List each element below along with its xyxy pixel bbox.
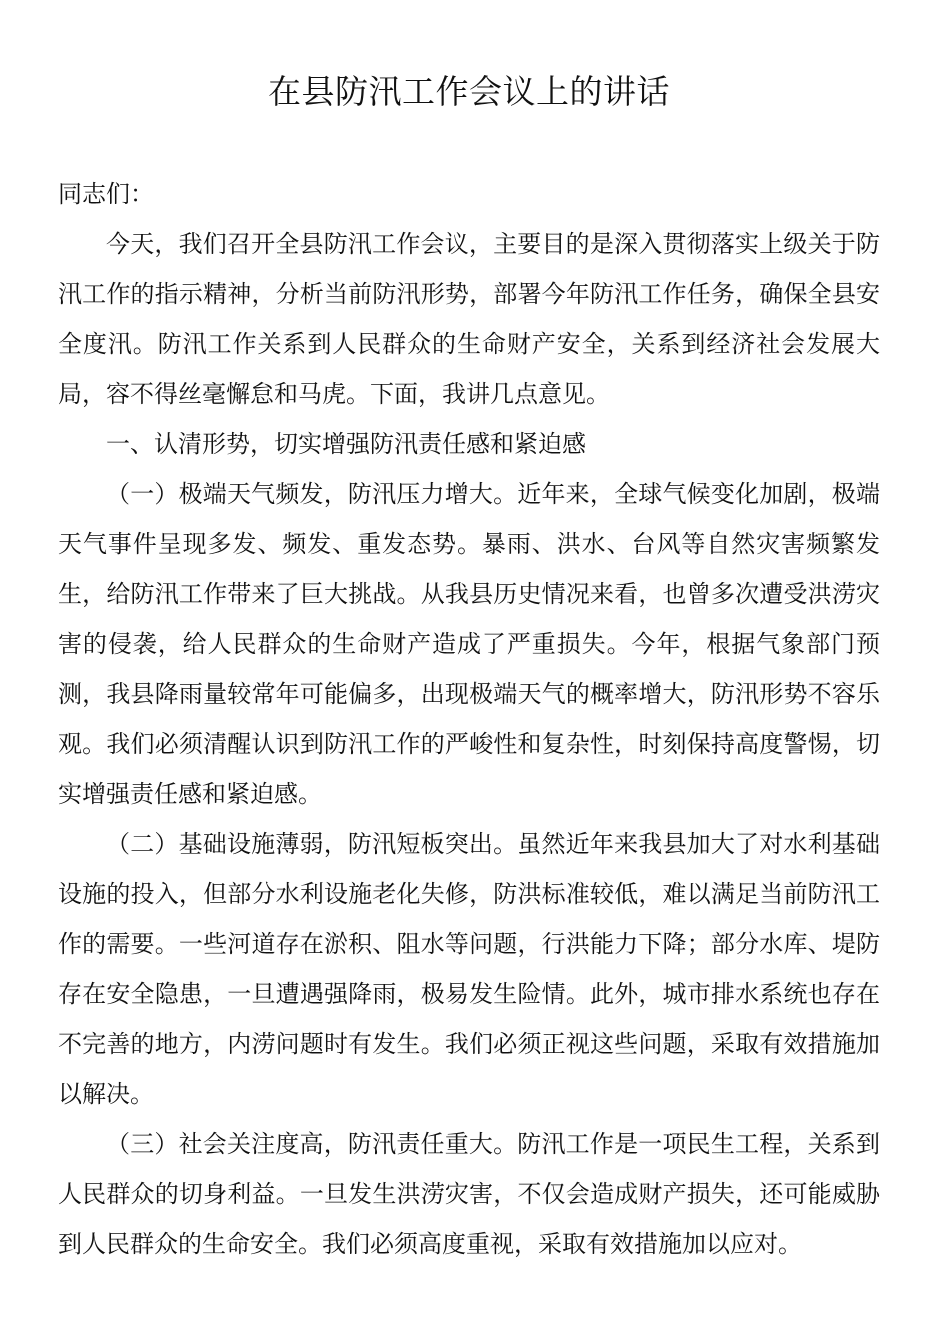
paragraph-intro: 今天，我们召开全县防汛工作会议，主要目的是深入贯彻落实上级关于防汛工作的指示精神，分析当前防汛形势，部署今年防汛工作任务，确保全县安全度汛。防汛工作关系到人民群众的生命财产安全，关系到经济社会发展大局，容不得丝毫懈怠和马虎。下面，我讲几点意见。 [58, 230, 880, 408]
document-title: 在县防汛工作会议上的讲话 [268, 72, 670, 111]
document-body [58, 169, 880, 1269]
paragraph-point-1: （一）极端天气频发，防汛压力增大。近年来，全球气候变化加剧，极端天气事件呈现多发、频发、重发态势。暴雨、洪水、台风等自然灾害频繁发生，给防汛工作带来了巨大挑战。从我县历史情况来看，也曾多次遭受洪涝灾害的侵袭，给人民群众的生命财产造成了严重损失。今年，根据气象部门预测，我县降雨量较常年可能偏多，出现极端天气的概率增大，防汛形势不容乐观。我们必须清醒认识到防汛工作的严峻性和复杂性，时刻保持高度警惕，切实增强责任感和紧迫感。 [58, 480, 880, 808]
salutation: 同志们： [58, 180, 154, 208]
paragraph-point-3: （三）社会关注度高，防汛责任重大。防汛工作是一项民生工程，关系到人民群众的切身利益。一旦发生洪涝灾害，不仅会造成财产损失，还可能威胁到人民群众的生命安全。我们必须高度重视，采取有效措施加以应对。 [58, 1130, 880, 1258]
paragraph-point-2: （二）基础设施薄弱，防汛短板突出。虽然近年来我县加大了对水利基础设施的投入，但部分水利设施老化失修，防洪标准较低，难以满足当前防汛工作的需要。一些河道存在淤积、阻水等问题，行洪能力下降；部分水库、堤防存在安全隐患，一旦遭遇强降雨，极易发生险情。此外，城市排水系统也存在不完善的地方，内涝问题时有发生。我们必须正视这些问题，采取有效措施加以解决。 [58, 830, 880, 1108]
section-heading-1: 一、认清形势，切实增强防汛责任感和紧迫感 [106, 430, 586, 458]
